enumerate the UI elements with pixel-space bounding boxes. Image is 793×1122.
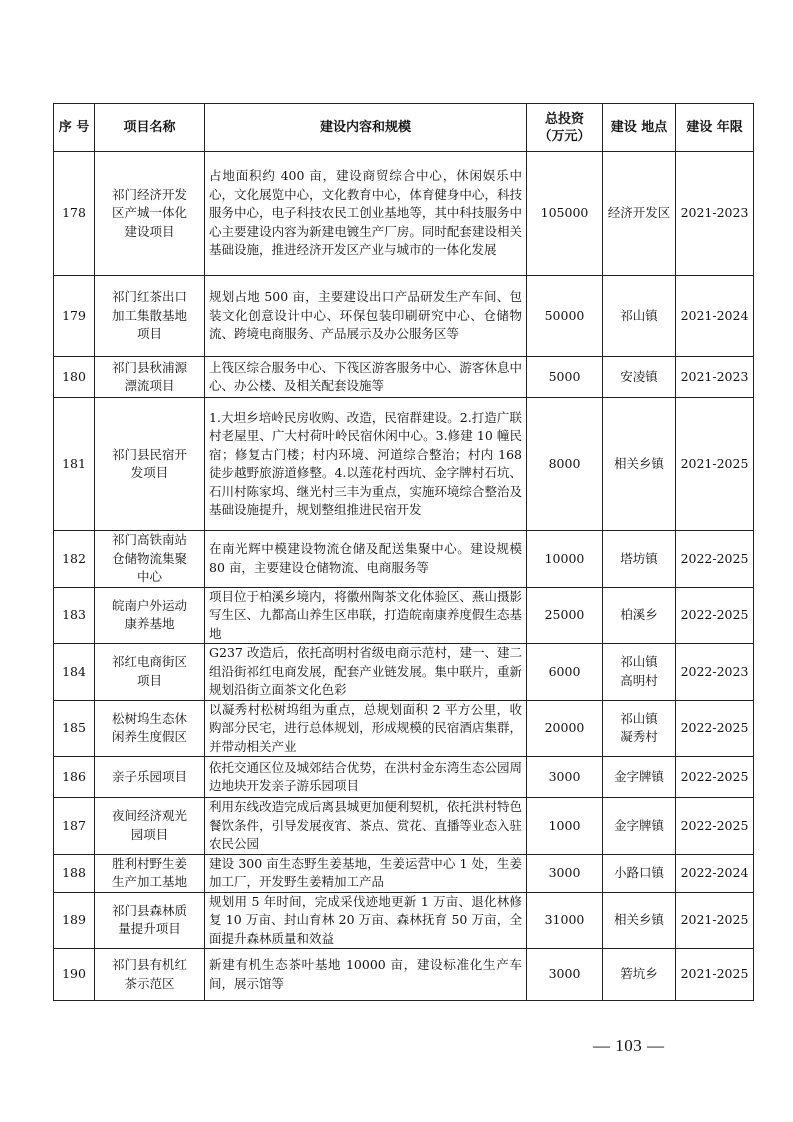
cell-no: 188 <box>54 854 95 892</box>
cell-investment: 50000 <box>527 276 603 357</box>
cell-content: 以凝秀村松树坞组为重点，总规划面积 2 平方公里，收购部分民宅，进行总体规划，形成规模的民宿酒店集群，并带动相关产业 <box>205 700 527 757</box>
table-row <box>54 357 754 398</box>
cell-name: 胜利村野生姜 生产加工基地 <box>95 854 205 892</box>
table-row <box>54 531 754 588</box>
header-no: 序 号 <box>54 104 95 152</box>
cell-no: 181 <box>54 398 95 531</box>
cell-years: 2022-2023 <box>676 644 754 701</box>
cell-location: 金字牌镇 <box>603 798 676 855</box>
cell-content: 在南光辉中模建设物流仓储及配送集聚中心。建设规模 80 亩，主要建设仓储物流、电商服务等 <box>205 531 527 588</box>
cell-no: 178 <box>54 152 95 276</box>
header-location: 建设 地点 <box>603 104 676 152</box>
cell-name: 祁门经济开发 区产城一体化 建设项目 <box>95 152 205 276</box>
cell-investment: 3000 <box>527 757 603 798</box>
cell-location: 祁山镇 <box>603 276 676 357</box>
cell-years: 2022-2025 <box>676 798 754 855</box>
cell-investment: 6000 <box>527 644 603 701</box>
cell-investment: 1000 <box>527 798 603 855</box>
table-row <box>54 398 754 531</box>
cell-content: 上筏区综合服务中心、下筏区游客服务中心、游客休息中心、办公楼、及相关配套设施等 <box>205 357 527 398</box>
cell-name: 祁门县民宿开 发项目 <box>95 398 205 531</box>
cell-name: 祁门县森林质 量提升项目 <box>95 892 205 949</box>
cell-name: 松树坞生态休 闲养生度假区 <box>95 700 205 757</box>
cell-name: 祁门红茶出口 加工集散基地 项目 <box>95 276 205 357</box>
cell-no: 185 <box>54 700 95 757</box>
cell-content: G237 改造后，依托高明村省级电商示范村，建一、建二组沿街祁红电商发展，配套产业链发展。集中联片，重新规划沿街立面茶文化色彩 <box>205 644 527 701</box>
cell-years: 2021-2025 <box>676 398 754 531</box>
table-row <box>54 757 754 798</box>
cell-content: 规划占地 500 亩，主要建设出口产品研发生产车间、包装文化创意设计中心、环保包装印刷研究中心、仓储物流、跨境电商服务、产品展示及办公服务区等 <box>205 276 527 357</box>
cell-location: 箬坑乡 <box>603 949 676 1001</box>
cell-content: 利用东线改造完成后离县城更加便利契机，依托洪村特色餐饮条件，引导发展夜宵、茶点、赏花、直播等业态入驻农民公园 <box>205 798 527 855</box>
cell-years: 2022-2025 <box>676 700 754 757</box>
cell-investment: 8000 <box>527 398 603 531</box>
cell-no: 179 <box>54 276 95 357</box>
cell-name: 祁红电商街区 项目 <box>95 644 205 701</box>
cell-location: 柏溪乡 <box>603 587 676 644</box>
table-row <box>54 276 754 357</box>
cell-location: 祁山镇 高明村 <box>603 644 676 701</box>
cell-years: 2022-2025 <box>676 531 754 588</box>
table-header-row <box>54 104 754 152</box>
header-name: 项目名称 <box>95 104 205 152</box>
cell-no: 180 <box>54 357 95 398</box>
cell-location: 金字牌镇 <box>603 757 676 798</box>
cell-years: 2021-2025 <box>676 892 754 949</box>
cell-investment: 5000 <box>527 357 603 398</box>
page-number: — 103 — <box>593 1036 665 1055</box>
cell-years: 2022-2025 <box>676 587 754 644</box>
table-row <box>54 798 754 855</box>
table-row <box>54 700 754 757</box>
cell-years: 2021-2024 <box>676 276 754 357</box>
cell-investment: 105000 <box>527 152 603 276</box>
cell-name: 祁门高铁南站 仓储物流集聚 中心 <box>95 531 205 588</box>
cell-content: 占地面积约 400 亩，建设商贸综合中心，休闲娱乐中心，文化展览中心，文化教育中心，体育健身中心，科技服务中心，电子科技农民工创业基地等，其中科技服务中心主要建设内容为新建电镀生产厂房。同时配套建设相关基础设施，推进经济开发区产业与城市的一体化发展 <box>205 152 527 276</box>
cell-content: 项目位于柏溪乡境内，将徽州陶茶文化体验区、燕山摄影写生区、九都高山养生区串联，打造皖南康养度假生态基地 <box>205 587 527 644</box>
cell-location: 相关乡镇 <box>603 892 676 949</box>
cell-location: 相关乡镇 <box>603 398 676 531</box>
cell-content: 依托交通区位及城郊结合优势，在洪村金东湾生态公园周边地块开发亲子游乐园项目 <box>205 757 527 798</box>
cell-location: 塔坊镇 <box>603 531 676 588</box>
cell-name: 亲子乐园项目 <box>95 757 205 798</box>
table-row <box>54 644 754 701</box>
cell-name: 皖南户外运动 康养基地 <box>95 587 205 644</box>
cell-investment: 3000 <box>527 949 603 1001</box>
cell-location: 小路口镇 <box>603 854 676 892</box>
cell-investment: 20000 <box>527 700 603 757</box>
cell-years: 2022-2025 <box>676 757 754 798</box>
header-content: 建设内容和规模 <box>205 104 527 152</box>
cell-location: 经济开发区 <box>603 152 676 276</box>
cell-no: 186 <box>54 757 95 798</box>
cell-investment: 10000 <box>527 531 603 588</box>
cell-investment: 31000 <box>527 892 603 949</box>
cell-no: 183 <box>54 587 95 644</box>
cell-investment: 3000 <box>527 854 603 892</box>
cell-years: 2021-2023 <box>676 152 754 276</box>
cell-no: 184 <box>54 644 95 701</box>
cell-no: 189 <box>54 892 95 949</box>
table-row <box>54 892 754 949</box>
cell-years: 2022-2024 <box>676 854 754 892</box>
table-row <box>54 152 754 276</box>
cell-location: 祁山镇 凝秀村 <box>603 700 676 757</box>
cell-name: 祁门县有机红 茶示范区 <box>95 949 205 1001</box>
cell-years: 2021-2025 <box>676 949 754 1001</box>
project-table <box>53 103 754 1001</box>
cell-name: 夜间经济观光 园项目 <box>95 798 205 855</box>
header-years: 建设 年限 <box>676 104 754 152</box>
header-investment: 总投资 （万元） <box>527 104 603 152</box>
cell-no: 190 <box>54 949 95 1001</box>
cell-investment: 25000 <box>527 587 603 644</box>
cell-no: 182 <box>54 531 95 588</box>
cell-no: 187 <box>54 798 95 855</box>
cell-content: 新建有机生态茶叶基地 10000 亩，建设标准化生产车间，展示馆等 <box>205 949 527 1001</box>
cell-content: 规划用 5 年时间，完成采伐迹地更新 1 万亩、退化林修复 10 万亩、封山育林 20 万亩、森林抚育 50 万亩，全面提升森林质量和效益 <box>205 892 527 949</box>
cell-years: 2021-2023 <box>676 357 754 398</box>
cell-content: 建设 300 亩生态野生姜基地，生姜运营中心 1 处，生姜加工厂，开发野生姜精加工产品 <box>205 854 527 892</box>
table-row <box>54 854 754 892</box>
cell-name: 祁门县秋浦源 漂流项目 <box>95 357 205 398</box>
cell-location: 安凌镇 <box>603 357 676 398</box>
cell-content: 1.大坦乡培岭民房收购、改造，民宿群建设。2.打造广联村老屋里、广大村荷叶岭民宿休闲中心。3.修建 10 幢民宿；修复古门楼；村内环境、河道综合整治；村内 168 徒步越野旅游道修整。4.以莲花村西坑、金字牌村石坑、石川村陈家坞、继光村三丰为重点，实施环境综合整治及基础设施提升，规划整组推进民宿开发 <box>205 398 527 531</box>
table-row <box>54 587 754 644</box>
table-row <box>54 949 754 1001</box>
